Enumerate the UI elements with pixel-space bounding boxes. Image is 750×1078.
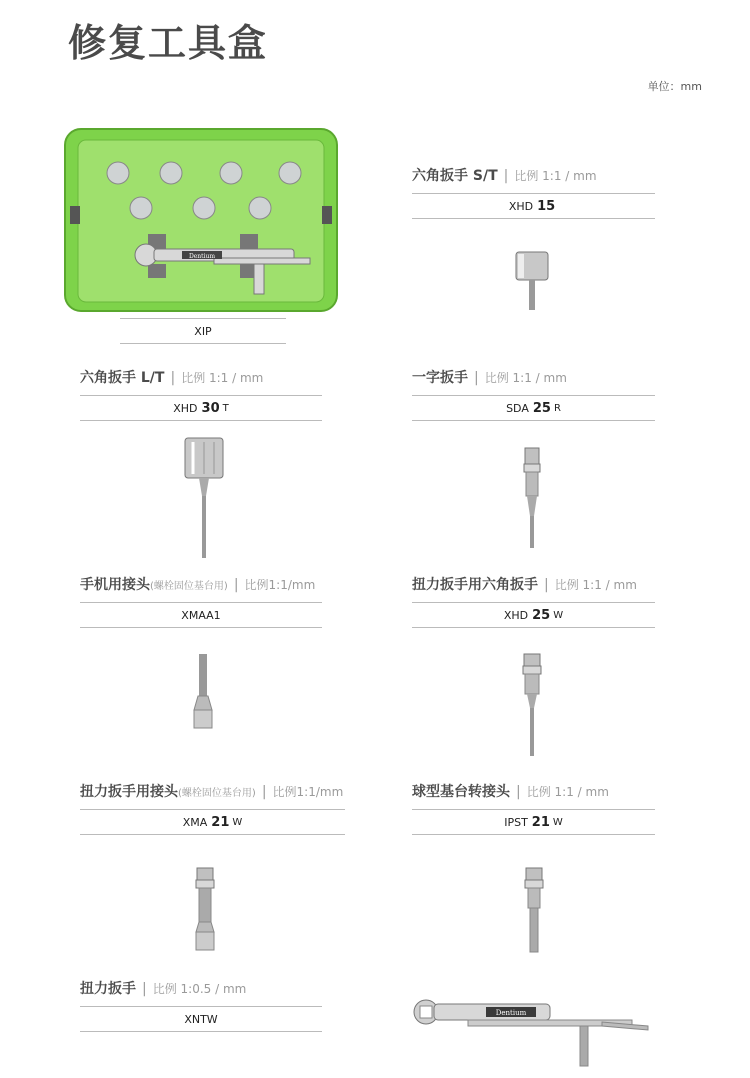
header-xhd15: 六角扳手 S/T | 比例 1:1 / mm (412, 168, 597, 184)
svg-text:Dentium: Dentium (495, 1009, 527, 1017)
code-ipst21w: IPST 21 W (412, 809, 655, 835)
header-xmaa1: 手机用接头(螺栓固位基台用) | 比例1:1/mm (80, 577, 316, 593)
code-xip: XIP (120, 318, 286, 344)
code-xhd25w: XHD 25 W (412, 602, 655, 628)
torque-hex-driver-image (520, 652, 544, 758)
code-xhd30t: XHD 30 T (80, 395, 322, 421)
code-sda25r: SDA 25 R (412, 395, 655, 421)
code-xntw: XNTW (80, 1006, 322, 1032)
torque-connector-image (192, 866, 218, 954)
page-title: 修复工具盒 (68, 21, 269, 65)
header-sda25r: 一字扳手 | 比例 1:1 / mm (412, 370, 567, 386)
slot-driver-image (521, 446, 543, 550)
header-xma21w: 扭力扳手用接头(螺栓固位基台用) | 比例1:1/mm (80, 784, 344, 800)
header-ipst21w: 球型基台转接头 | 比例 1:1 / mm (412, 784, 609, 800)
tool-kit-image (64, 128, 338, 312)
code-xmaa1: XMAA1 (80, 602, 322, 628)
svg-text:Dentium: Dentium (188, 253, 216, 260)
unit-label: 单位：mm (647, 80, 702, 93)
header-xhd30t: 六角扳手 L/T | 比例 1:1 / mm (80, 370, 264, 386)
handpiece-connector-image (190, 652, 216, 732)
header-xntw: 扭力扳手 | 比例 1:0.5 / mm (80, 981, 247, 997)
header-xhd25w: 扭力扳手用六角扳手 | 比例 1:1 / mm (412, 577, 637, 593)
code-xma21w: XMA 21 W (80, 809, 345, 835)
hex-driver-short-image (514, 248, 550, 314)
torque-wrench-image (412, 996, 652, 1068)
code-xhd15: XHD 15 (412, 193, 655, 219)
ball-abutment-adapter-image (522, 866, 546, 956)
hex-driver-long-image (183, 436, 225, 560)
